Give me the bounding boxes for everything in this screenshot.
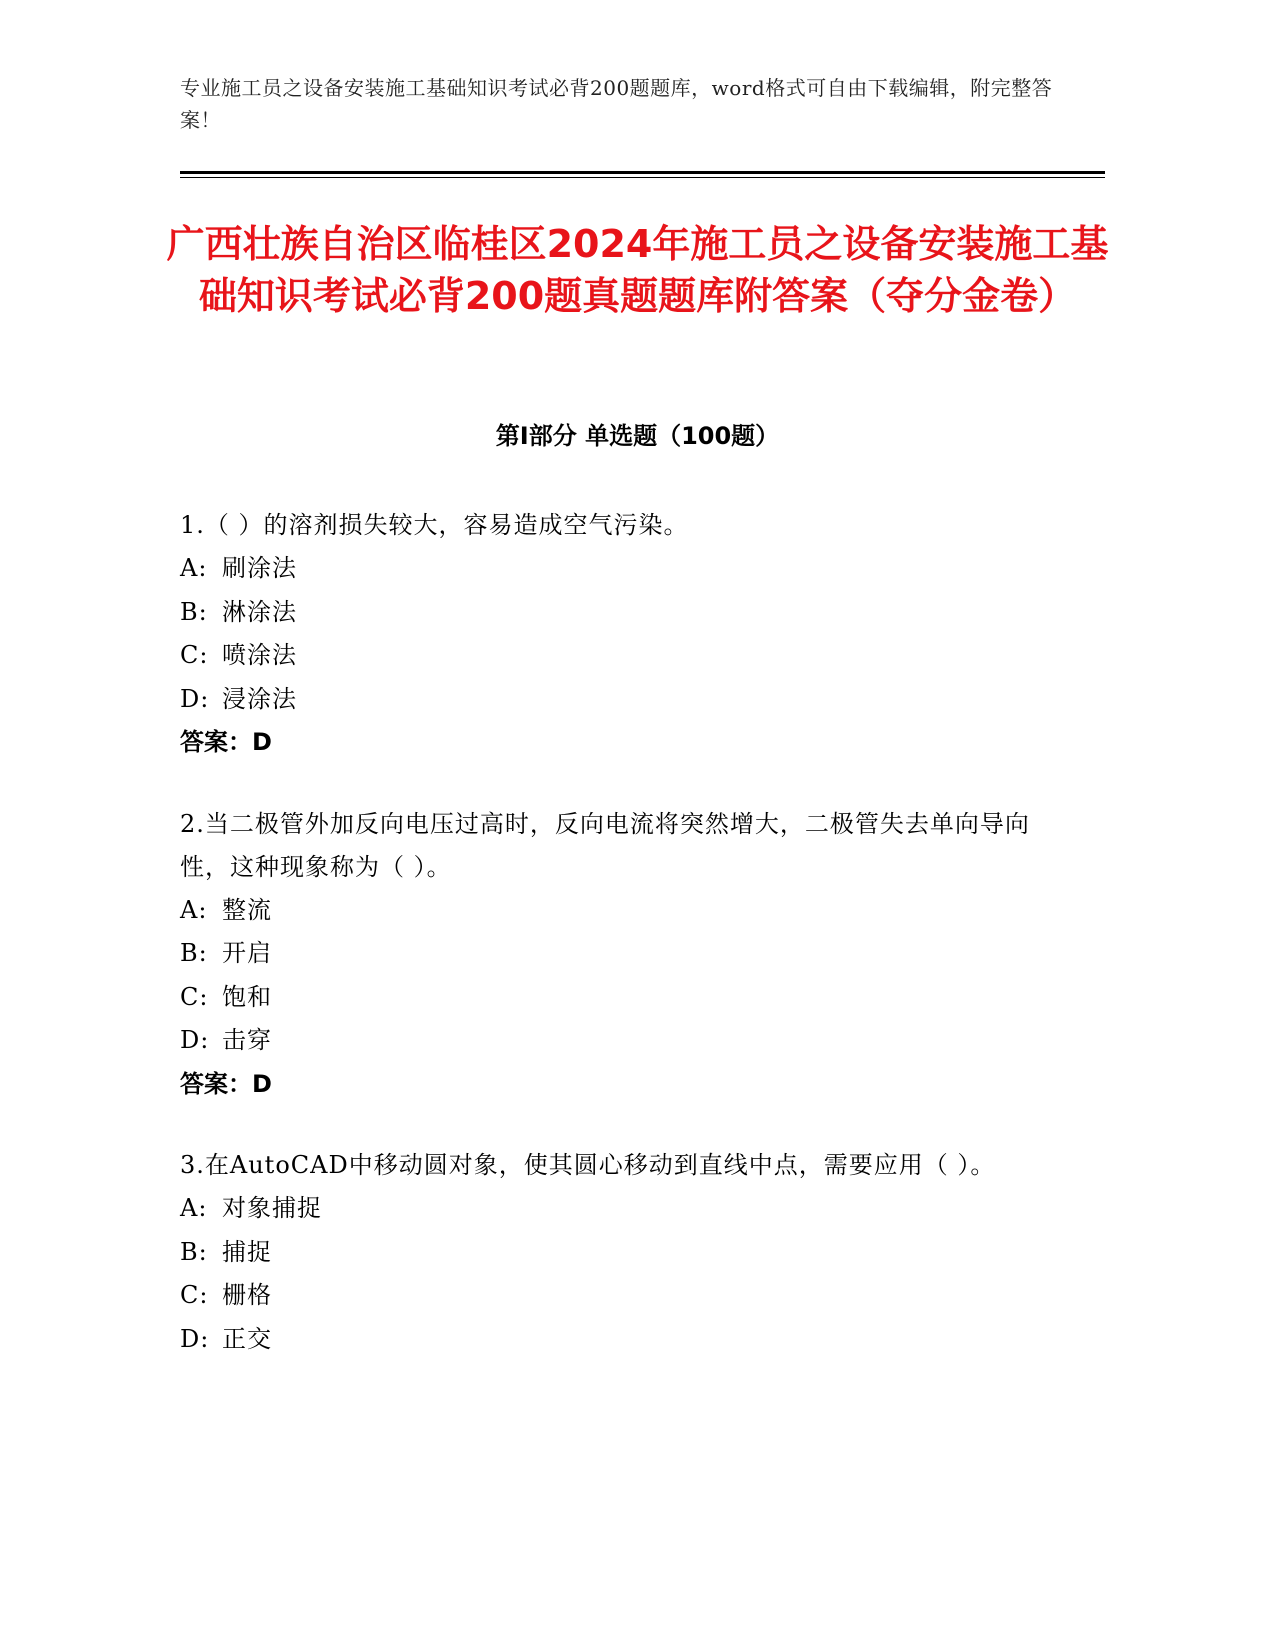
header-divider-thin	[180, 177, 1105, 178]
question-option	[180, 1231, 1040, 1275]
option-text: 开启	[222, 939, 272, 967]
question-option	[180, 1318, 1040, 1362]
question-item	[180, 803, 1040, 1107]
option-key: D:	[180, 1026, 210, 1054]
question-item	[180, 1144, 1040, 1361]
option-text: 捕捉	[222, 1237, 272, 1266]
question-option	[180, 591, 1040, 635]
question-option	[180, 889, 1040, 933]
question-option	[180, 932, 1040, 976]
option-key: C:	[180, 1281, 209, 1309]
question-option	[180, 976, 1040, 1020]
option-text: 正交	[222, 1324, 272, 1353]
option-key: A:	[180, 1194, 208, 1222]
question-option	[180, 1187, 1040, 1231]
header-divider-thick	[180, 171, 1105, 174]
question-list	[180, 504, 1040, 1399]
question-stem: 3.在AutoCAD中移动圆对象，使其圆心移动到直线中点，需要应用（ ）。	[180, 1151, 996, 1179]
option-key: C:	[180, 641, 209, 669]
option-key: B:	[180, 1237, 208, 1266]
question-answer: 答案：D	[180, 1069, 272, 1098]
header-note: 专业施工员之设备安装施工基础知识考试必背200题题库，word格式可自由下载编辑，附完整答案！	[180, 76, 1053, 132]
question-option	[180, 1274, 1040, 1318]
document-title: 广西壮族自治区临桂区2024年施工员之设备安装施工基础知识考试必背200题真题题库附答案（夺分金卷）	[166, 222, 1109, 318]
option-text: 饱和	[222, 982, 272, 1011]
option-text: 栅格	[222, 1281, 272, 1309]
question-option	[180, 1019, 1040, 1063]
option-key: A:	[180, 895, 208, 924]
question-option	[180, 678, 1040, 722]
option-text: 对象捕捉	[222, 1194, 322, 1222]
option-text: 刷涂法	[222, 554, 297, 582]
question-option	[180, 547, 1040, 591]
option-key: D:	[180, 1324, 210, 1353]
option-text: 喷涂法	[222, 641, 297, 669]
question-stem: 1.（ ）的溶剂损失较大，容易造成空气污染。	[180, 511, 689, 539]
option-key: B:	[180, 939, 208, 967]
question-item	[180, 504, 1040, 765]
question-stem: 2.当二极管外加反向电压过高时，反向电流将突然增大，二极管失去单向导向性，这种现象称为（ ）。	[180, 809, 1030, 881]
option-text: 浸涂法	[222, 684, 297, 713]
section-title: 第Ⅰ部分 单选题（100题）	[495, 422, 780, 450]
option-text: 整流	[222, 895, 272, 924]
option-text: 击穿	[222, 1026, 272, 1054]
option-key: B:	[180, 597, 208, 626]
question-option	[180, 634, 1040, 678]
option-key: A:	[180, 554, 208, 582]
option-key: C:	[180, 982, 209, 1011]
option-text: 淋涂法	[222, 597, 297, 626]
question-answer: 答案：D	[180, 728, 272, 756]
option-key: D:	[180, 684, 210, 713]
